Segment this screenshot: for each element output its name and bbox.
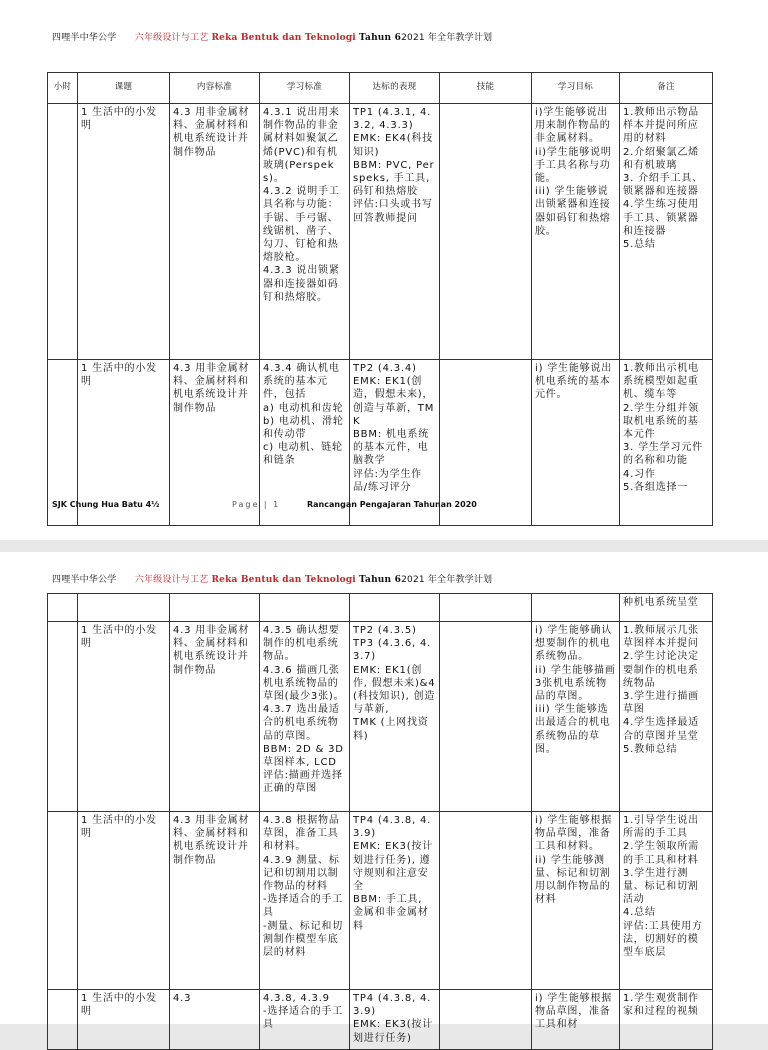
performance-cell [350, 622, 440, 812]
subject-my: Reka Bentuk dan Teknologi [211, 575, 356, 585]
performance-cell [350, 990, 440, 1050]
learning-standard-cell: 4.3.5 确认想要制作的机电系统物品。 4.3.6 描画几张机电系统物品的草图(最少3张)。 4.3.7 选出最适合的机电系统物品的草图。 BBM: 2D & 3D 草图样本, LCD 评估:描画并选择正确的草图 [260, 622, 350, 812]
performance-emk: EMK: EK1(创造，假想未来)，创造与革新，TMK [353, 376, 435, 427]
content-standard-cell: 4.3 用非金属材料、金属材料和机电系统设计并制作物品 [170, 812, 260, 990]
skill-cell [440, 990, 532, 1050]
performance-emk: EMK: EK3(按计划进行任务), 遵守规则和注意安全 [353, 841, 433, 893]
remarks-cell: 1.教师出示物品样本并提问所应用的材料 2.介绍聚氯乙烯和有机玻璃 3. 介绍手工具、锁紧器和连接器 4.学生练习使用手工具、锁紧器和连接器 5.总结 [620, 104, 713, 360]
topic-cell: 1 生活中的小发明 [78, 622, 170, 812]
learning-standard-cell: 4.3.8, 4.3.9 -选择适合的手工具 [260, 990, 350, 1050]
subject-cn: 设计与工艺 [162, 575, 209, 585]
objective-cell: i) 学生能够根据物品草图，准备工具和材料。 ii) 学生能够测量、标记和切割用以制作物品的材料 [532, 812, 620, 990]
lesson-plan-table [47, 593, 713, 1050]
hour-cell [48, 622, 78, 812]
col-header-hour: 小时 [48, 73, 78, 104]
grade-label: 六年级 [134, 575, 163, 585]
objective-cell: i) 学生能够根据物品草图，准备工具和材 [532, 990, 620, 1050]
content-standard-cell [170, 594, 260, 622]
content-standard-cell: 4.3 [170, 990, 260, 1050]
topic-cell: 1 生活中的小发明 [78, 360, 170, 526]
skill-cell [440, 104, 532, 360]
col-header-learning-standard: 学习标准 [260, 73, 350, 104]
plan-label: 2021 年全年教学计划 [401, 33, 493, 43]
performance-bbm: BBM: PVC, Perspeks, 手工具, 码钉和热熔胶 评估:口头或书写回答教师提问 [353, 159, 435, 224]
learning-standard-cell: 4.3.1 说出用来制作物品的非金属材料如聚氯乙烯(PVC)和有机玻璃(Perspeks)。 4.3.2 说明手工具名称与功能：手锯、手弓锯、线锯机、凿子、勾刀、钉枪和热熔胶枪。 4.3.3 说出锁紧器和连接器如码钉和热熔胶。 [260, 104, 350, 360]
table-row [48, 594, 713, 622]
skill-cell [440, 594, 532, 622]
lesson-plan-table [47, 72, 713, 526]
col-header-content-standard: 内容标准 [170, 73, 260, 104]
subject-my: Reka Bentuk dan Teknologi [211, 33, 356, 43]
page-number: Page | 1 [232, 500, 281, 509]
objective-cell: i) 学生能够确认想要制作的机电系统物品。 ii) 学生能够描画3张机电系统物品的草图。 iii) 学生能够选出最适合的机电系统物品的草图。 [532, 622, 620, 812]
performance-level: TP2 (4.3.4) [353, 363, 417, 374]
performance-emk: EMK: EK3(按计划进行任务) [353, 1019, 433, 1044]
topic-cell: 1 生活中的小发明 [78, 812, 170, 990]
remarks-cell: 1.学生观赏制作家和过程的视频 [620, 990, 713, 1050]
topic-cell [78, 594, 170, 622]
document-page-2 [0, 552, 768, 1044]
learning-standard-cell: 4.3.8 根据物品草图，准备工具和材料。 4.3.9 测量、标记和切割用以制作物品的材料 -选择适合的手工具 -测量、标记和切割制作模型车底层的材料 [260, 812, 350, 990]
performance-level: TP2 (4.3.5) TP3 (4.3.6, 4.3.7) [353, 625, 432, 663]
skill-cell [440, 812, 532, 990]
remarks-cell: 1.教师展示几张草图样本并提问 2.学生讨论决定要制作的机电系统物品 3.学生进行描画草图 4.学生选择最适合的草图并呈堂 5.教师总结 [620, 622, 713, 812]
topic-cell: 1 生活中的小发明 [78, 104, 170, 360]
topic-cell: 1 生活中的小发明 [78, 990, 170, 1050]
col-header-topic: 课题 [78, 73, 170, 104]
col-header-performance: 达标的表现 [350, 73, 440, 104]
performance-bbm: BBM: 手工具, 金属和非金属材料 [353, 894, 429, 932]
performance-bbm: TMK (上网找资料) [353, 717, 429, 742]
objective-cell [532, 594, 620, 622]
table-header-row [48, 73, 713, 104]
remarks-cell: 1.教师出示机电系统模型如起重机、缆车等 2.学生分组并领取机电系统的基本元件 3. 学生学习元件的名称和功能 4.习作 5.各组选择一 [620, 360, 713, 526]
performance-cell [350, 104, 440, 360]
table-row [48, 990, 713, 1050]
col-header-skill: 技能 [440, 73, 532, 104]
school-name: 四哩半中华公学 [52, 33, 117, 43]
plan-label: 2021 年全年教学计划 [401, 575, 493, 585]
hour-cell [48, 104, 78, 360]
page-header [52, 572, 492, 585]
col-header-remarks: 备注 [620, 73, 713, 104]
table-row [48, 622, 713, 812]
performance-level: TP4 (4.3.8, 4.3.9) [353, 815, 432, 840]
performance-level: TP4 (4.3.8, 4.3.9) [353, 993, 432, 1018]
content-standard-cell: 4.3 用非金属材料、金属材料和机电系统设计并制作物品 [170, 104, 260, 360]
page-footer [52, 500, 477, 509]
table-row [48, 104, 713, 360]
remarks-cell: 1.引导学生说出所需的手工具 2.学生领取所需的手工具和材料 3.学生进行测量、标记和切割活动 4.总结 评估:工具使用方法，切割好的模型车底层 [620, 812, 713, 990]
learning-standard-cell: 4.3.4 确认机电系统的基本元件，包括 a) 电动机和齿轮 b) 电动机、滑轮和传动带 c) 电动机、链轮和链条 [260, 360, 350, 526]
performance-cell [350, 812, 440, 990]
performance-cell [350, 594, 440, 622]
objective-cell: i) 学生能够说出机电系统的基本元件。 [532, 360, 620, 526]
grade-label: 六年级 [134, 33, 163, 43]
performance-emk: EMK: EK1(创作, 假想未来)&4(科技知识), 创造与革新, [353, 664, 436, 716]
school-name-en: SJK Chung Hua Batu 4½ [52, 500, 160, 509]
remarks-cell: 种机电系统呈堂 [620, 594, 713, 622]
performance-bbm: BBM: 机电系统的基本元件，电脑教学 评估:为学生作品/练习评分 [353, 429, 430, 493]
performance-emk: EMK: EK4(科技知识) [353, 133, 433, 158]
plan-title: Rancangan Pengajaran Tahunan 2020 [307, 500, 477, 509]
hour-cell [48, 990, 78, 1050]
subject-cn: 设计与工艺 [162, 33, 209, 43]
table-row [48, 812, 713, 990]
content-standard-cell: 4.3 用非金属材料、金属材料和机电系统设计并制作物品 [170, 622, 260, 812]
hour-cell [48, 594, 78, 622]
objective-cell: i)学生能够说出用来制作物品的非金属材料。 ii)学生能够说明手工具名称与功能。 iii) 学生能够说出锁紧器和连接器如码钉和热熔胶。 [532, 104, 620, 360]
skill-cell [440, 622, 532, 812]
page-header [52, 30, 492, 43]
tahun-label: Tahun 6 [359, 33, 402, 43]
hour-cell [48, 812, 78, 990]
performance-level: TP1 (4.3.1, 4.3.2, 4.3.3) [353, 107, 432, 132]
learning-standard-cell [260, 594, 350, 622]
content-standard-cell: 4.3 用非金属材料、金属材料和机电系统设计并制作物品 [170, 360, 260, 526]
col-header-objective: 学习目标 [532, 73, 620, 104]
tahun-label: Tahun 6 [359, 575, 402, 585]
school-name: 四哩半中华公学 [52, 575, 117, 585]
